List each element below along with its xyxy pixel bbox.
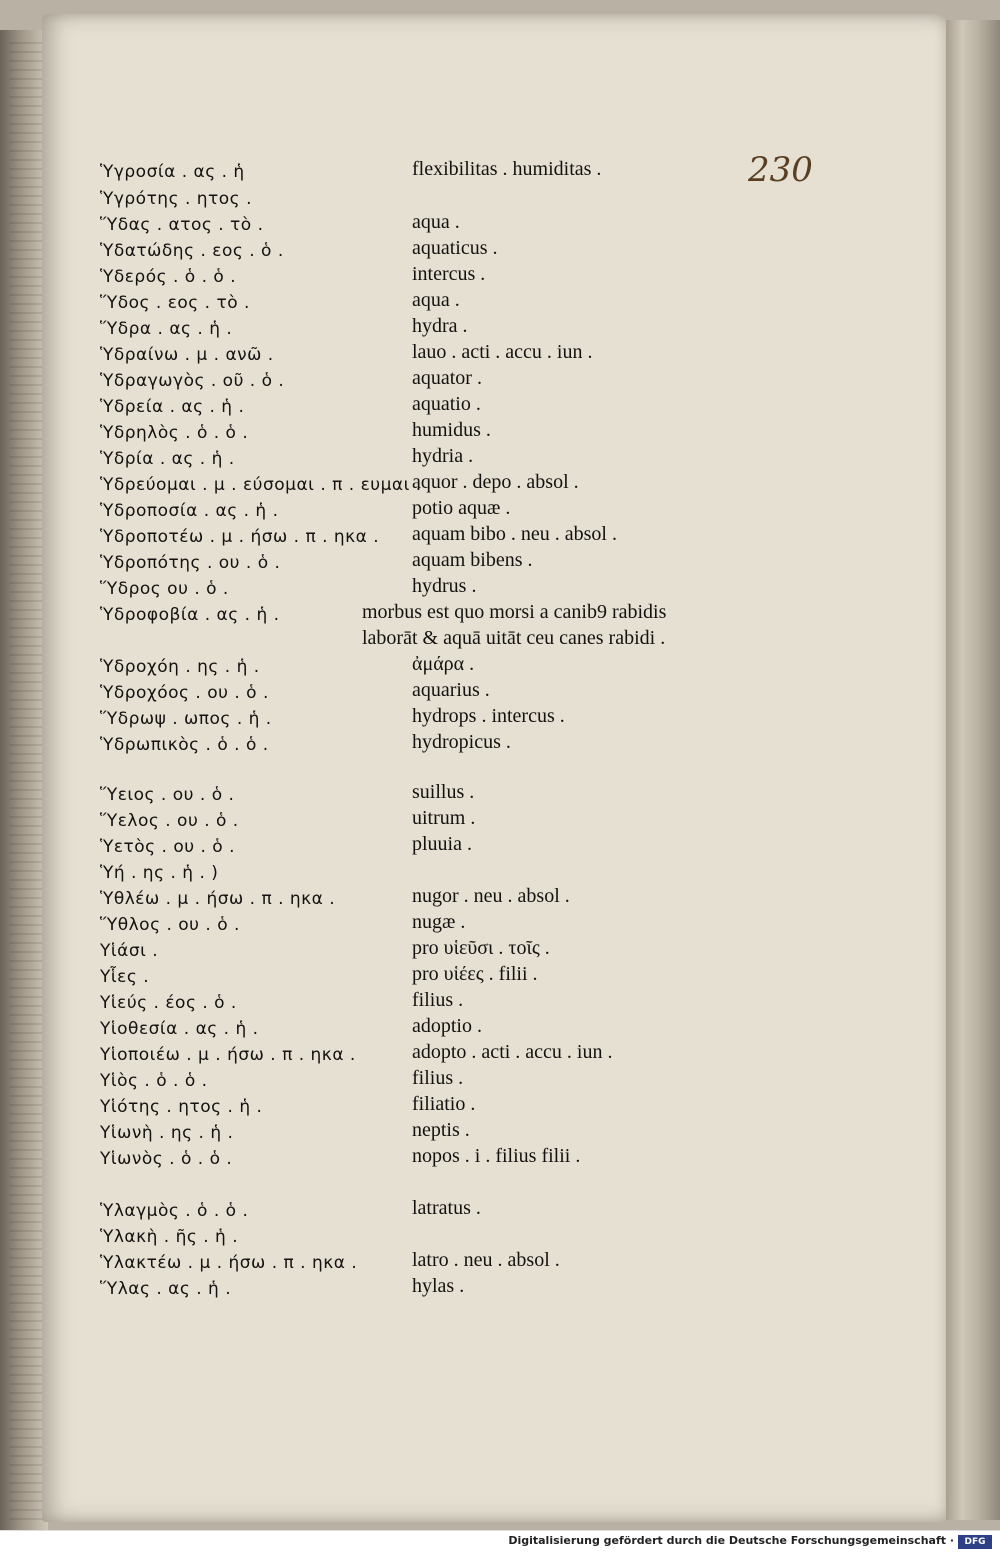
dictionary-entry — [0, 1223, 940, 1249]
dictionary-entry — [0, 1249, 940, 1275]
dictionary-entry — [0, 885, 940, 911]
greek-headword: Ὕειος . ου . ὁ . — [100, 785, 235, 805]
greek-headword: Ὑδροφοβία . ας . ἡ . — [100, 605, 280, 625]
latin-gloss: hydria . — [412, 445, 474, 467]
greek-headword: Ὑδατώδης . εος . ὁ . — [100, 241, 284, 261]
greek-headword: Ὑδραγωγὸς . οῦ . ὁ . — [100, 371, 285, 391]
greek-headword: Ὑλακὴ . ῆς . ἡ . — [100, 1227, 239, 1247]
latin-gloss: ἀμάρα . — [412, 653, 475, 675]
dictionary-entry — [0, 419, 940, 445]
greek-headword: Ὑδροχόος . ου . ὁ . — [100, 683, 269, 703]
greek-headword: Ὕδρος ου . ὁ . — [100, 579, 229, 599]
dictionary-entry — [0, 807, 940, 833]
greek-headword: Ὑή . ης . ἡ . ) — [100, 863, 219, 883]
latin-gloss: aquarius . — [412, 679, 490, 701]
greek-headword: Ὑδρωπικὸς . ὁ . ὁ . — [100, 735, 269, 755]
latin-gloss: potio aquæ . — [412, 497, 511, 519]
greek-headword: Υἷες . — [100, 967, 150, 987]
dictionary-entry — [0, 211, 940, 237]
dictionary-entry — [0, 1119, 940, 1145]
greek-headword: Ὑθλέω . μ . ήσω . π . ηκα . — [100, 889, 336, 909]
dictionary-entry — [0, 833, 940, 859]
folio-number: 230 — [748, 150, 813, 190]
greek-headword: Ὑδροποσία . ας . ἡ . — [100, 501, 279, 521]
greek-headword: Υἱότης . ητος . ἡ . — [100, 1097, 263, 1117]
latin-gloss: nugor . neu . absol . — [412, 885, 570, 907]
dictionary-entry — [0, 653, 940, 679]
dictionary-entry — [0, 289, 940, 315]
dictionary-entry — [0, 185, 940, 211]
greek-headword: Υἱάσι . — [100, 941, 159, 961]
greek-headword: Ὑδροποτέω . μ . ήσω . π . ηκα . — [100, 527, 380, 547]
greek-headword: Ὑδρηλὸς . ὁ . ὁ . — [100, 423, 249, 443]
latin-gloss: adoptio . — [412, 1015, 482, 1037]
latin-gloss: hylas . — [412, 1275, 465, 1297]
latin-gloss: pro υἱέες . filii . — [412, 963, 538, 985]
dictionary-entry — [0, 497, 940, 523]
dictionary-entry — [0, 859, 940, 885]
dictionary-entry — [0, 1015, 940, 1041]
dictionary-entry — [0, 575, 940, 601]
dictionary-entry — [0, 1093, 940, 1119]
latin-gloss: aquaticus . — [412, 237, 498, 259]
greek-headword: Ὕδας . ατος . τὸ . — [100, 215, 264, 235]
latin-gloss: laborāt & aquā uitāt ceu canes rabidi . — [362, 627, 666, 649]
dictionary-entry — [0, 911, 940, 937]
dictionary-entry — [0, 549, 940, 575]
dictionary-entry — [0, 315, 940, 341]
dictionary-entry — [0, 523, 940, 549]
greek-headword: Ὑδροπότης . ου . ὁ . — [100, 553, 281, 573]
dictionary-entry — [0, 1067, 940, 1093]
latin-gloss: adopto . acti . accu . iun . — [412, 1041, 613, 1063]
latin-gloss: aquam bibo . neu . absol . — [412, 523, 617, 545]
dictionary-entry — [0, 627, 940, 653]
greek-headword: Ὕθλος . ου . ὁ . — [100, 915, 240, 935]
dictionary-entry — [0, 705, 940, 731]
latin-gloss: suillus . — [412, 781, 475, 803]
latin-gloss: pluuia . — [412, 833, 472, 855]
latin-gloss: aqua . — [412, 289, 460, 311]
latin-gloss: neptis . — [412, 1119, 470, 1141]
latin-gloss: aquam bibens . — [412, 549, 533, 571]
latin-gloss: uitrum . — [412, 807, 476, 829]
greek-headword: Ὕλας . ας . ἡ . — [100, 1279, 232, 1299]
latin-gloss: pro υἱεῦσι . τοῖς . — [412, 937, 550, 959]
greek-headword: Υἱωνὸς . ὁ . ὁ . — [100, 1149, 233, 1169]
greek-headword: Υἱωνὴ . ης . ἡ . — [100, 1123, 234, 1143]
greek-headword: Υἱὸς . ὁ . ὁ . — [100, 1071, 208, 1091]
dictionary-entry — [0, 393, 940, 419]
dictionary-entry — [0, 237, 940, 263]
latin-gloss: filius . — [412, 1067, 464, 1089]
latin-gloss: hydra . — [412, 315, 468, 337]
dfg-logo: DFG — [958, 1535, 992, 1549]
greek-headword: Υἱοθεσία . ας . ἡ . — [100, 1019, 259, 1039]
latin-gloss: latro . neu . absol . — [412, 1249, 560, 1271]
dictionary-entry — [0, 341, 940, 367]
dictionary-entry — [0, 445, 940, 471]
latin-gloss: morbus est quo morsi a canib9 rabidis — [362, 601, 667, 623]
dictionary-entry — [0, 781, 940, 807]
footer-bar — [0, 1530, 1000, 1553]
greek-headword: Ὑδερός . ὁ . ὁ . — [100, 267, 237, 287]
dictionary-entry — [0, 937, 940, 963]
dictionary-entry — [0, 679, 940, 705]
greek-headword: Ὑδρία . ας . ἡ . — [100, 449, 235, 469]
latin-gloss: hydropicus . — [412, 731, 511, 753]
right-page-edge — [946, 20, 1000, 1520]
dictionary-entry — [0, 158, 940, 184]
latin-gloss: latratus . — [412, 1197, 481, 1219]
greek-headword: Ὑγροσία . ας . ἡ — [100, 162, 245, 182]
latin-gloss: humidus . — [412, 419, 491, 441]
greek-headword: Υἱεύς . έος . ὁ . — [100, 993, 237, 1013]
greek-headword: Ὕδρα . ας . ἡ . — [100, 319, 233, 339]
latin-gloss: aquor . depo . absol . — [412, 471, 579, 493]
greek-headword: Ὑγρότης . ητος . — [100, 189, 252, 209]
greek-headword: Ὑδροχόη . ης . ἡ . — [100, 657, 260, 677]
latin-gloss: nopos . i . filius filii . — [412, 1145, 581, 1167]
dictionary-entry — [0, 1041, 940, 1067]
dictionary-entry — [0, 263, 940, 289]
greek-headword: Ὕδρωψ . ωπος . ἡ . — [100, 709, 272, 729]
dictionary-entry — [0, 989, 940, 1015]
latin-gloss: flexibilitas . humiditas . — [412, 158, 602, 180]
latin-gloss: filiatio . — [412, 1093, 476, 1115]
latin-gloss: aquatio . — [412, 393, 481, 415]
greek-headword: Ὑλαγμὸς . ὁ . ὁ . — [100, 1201, 249, 1221]
greek-headword: Ὑετὸς . ου . ὁ . — [100, 837, 235, 857]
dictionary-entry — [0, 471, 940, 497]
greek-headword: Ὑδρεύομαι . μ . εύσομαι . π . ευμαι . — [100, 475, 422, 495]
dictionary-entry — [0, 367, 940, 393]
dictionary-entry — [0, 1145, 940, 1171]
greek-headword: Ὑδραίνω . μ . ανῶ . — [100, 345, 274, 365]
latin-gloss: filius . — [412, 989, 464, 1011]
latin-gloss: lauo . acti . accu . iun . — [412, 341, 593, 363]
dictionary-entry — [0, 963, 940, 989]
greek-headword: Υἱοποιέω . μ . ήσω . π . ηκα . — [100, 1045, 356, 1065]
dictionary-entry — [0, 601, 940, 627]
dictionary-entry — [0, 1197, 940, 1223]
greek-headword: Ὕελος . ου . ὁ . — [100, 811, 239, 831]
latin-gloss: hydrus . — [412, 575, 477, 597]
greek-headword: Ὑδρεία . ας . ἡ . — [100, 397, 245, 417]
latin-gloss: aqua . — [412, 211, 460, 233]
footer-credit: Digitalisierung gefördert durch die Deutsche Forschungsgemeinschaft · — [508, 1534, 954, 1547]
greek-headword: Ὑλακτέω . μ . ήσω . π . ηκα . — [100, 1253, 358, 1273]
dictionary-entry — [0, 731, 940, 757]
latin-gloss: hydrops . intercus . — [412, 705, 565, 727]
greek-headword: Ὕδος . εος . τὸ . — [100, 293, 250, 313]
latin-gloss: nugæ . — [412, 911, 466, 933]
latin-gloss: intercus . — [412, 263, 486, 285]
dictionary-entry — [0, 1275, 940, 1301]
latin-gloss: aquator . — [412, 367, 482, 389]
